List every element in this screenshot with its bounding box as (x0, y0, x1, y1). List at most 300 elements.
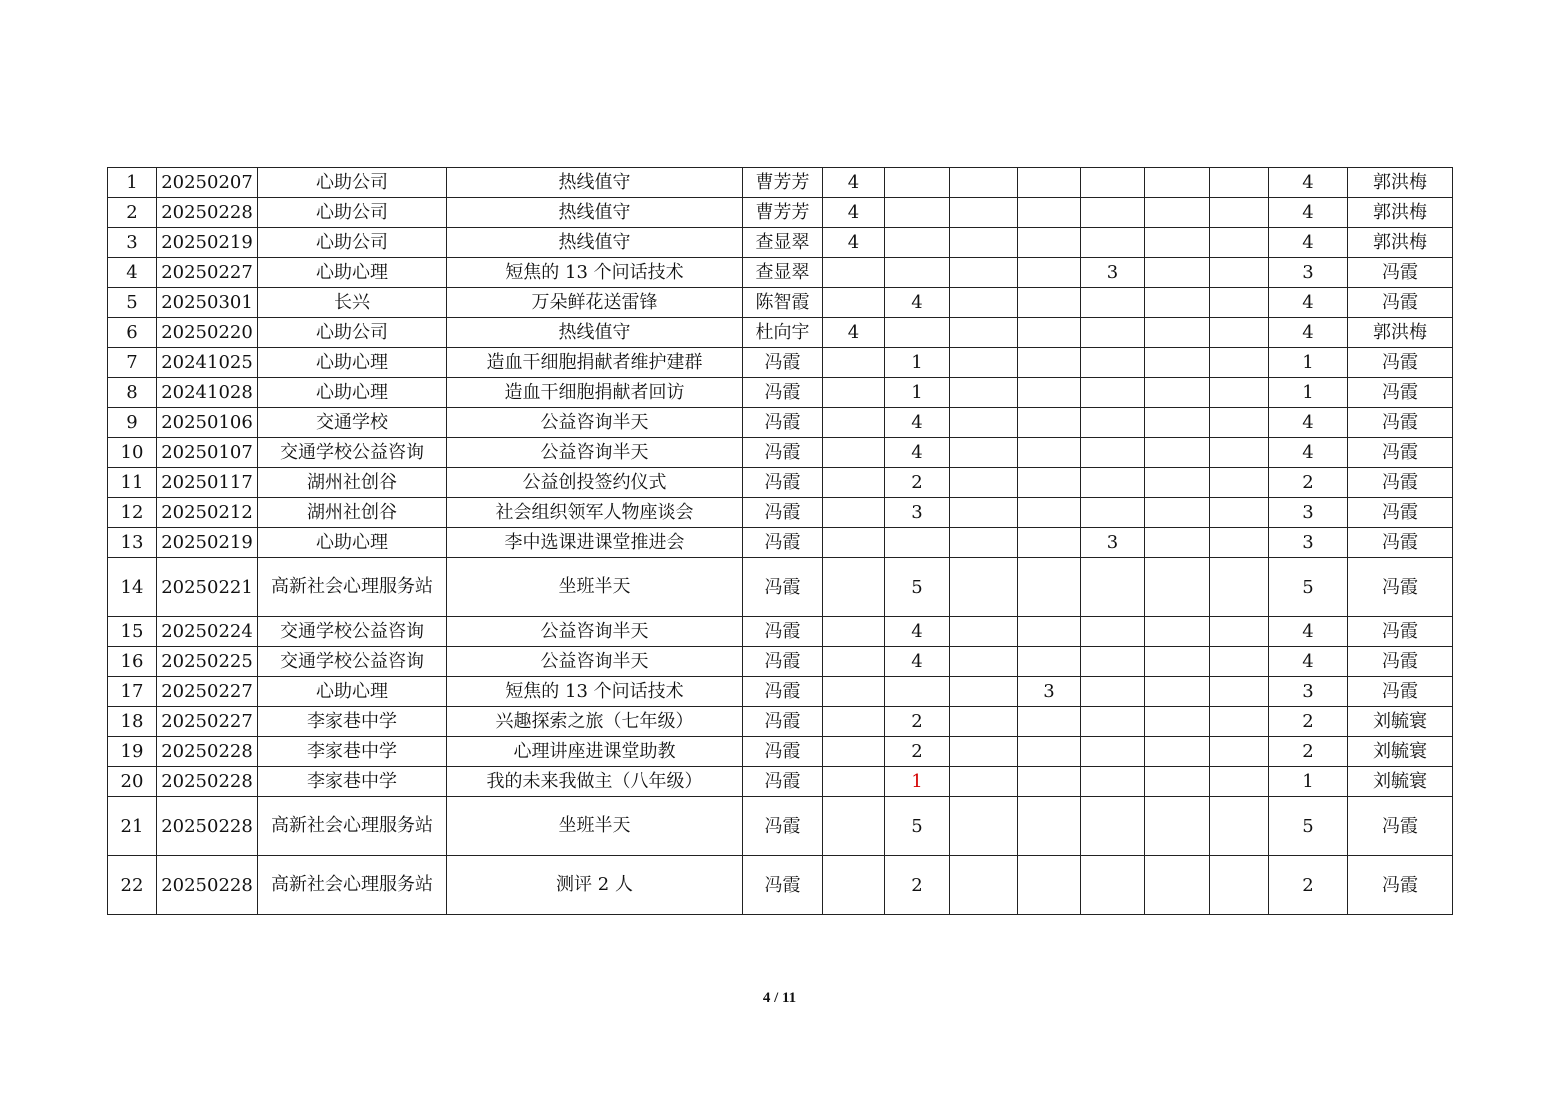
hours-col-7-cell (1210, 198, 1269, 228)
hours-col-6-cell (1145, 468, 1210, 498)
hours-col-4-cell (1018, 856, 1081, 915)
hours-col-1-cell (823, 617, 885, 647)
hours-col-5-cell (1081, 228, 1145, 258)
reviewer-cell: 冯霞 (1348, 528, 1453, 558)
activity-cell: 测评 2 人 (447, 856, 743, 915)
table-row (108, 558, 1453, 617)
total-hours-cell: 3 (1269, 498, 1348, 528)
hours-col-1-cell (823, 348, 885, 378)
hours-col-3-cell (950, 647, 1018, 677)
organization-cell: 心助心理 (258, 348, 447, 378)
volunteer-name-cell: 冯霞 (743, 677, 823, 707)
hours-col-6-cell (1145, 318, 1210, 348)
reviewer-cell: 冯霞 (1348, 348, 1453, 378)
date-cell: 20241028 (157, 378, 258, 408)
volunteer-name-cell: 冯霞 (743, 348, 823, 378)
hours-col-2-cell: 1 (885, 378, 950, 408)
row-number-cell: 6 (108, 318, 157, 348)
reviewer-cell: 郭洪梅 (1348, 168, 1453, 198)
hours-col-5-cell (1081, 797, 1145, 856)
volunteer-name-cell: 冯霞 (743, 707, 823, 737)
volunteer-name-cell: 冯霞 (743, 767, 823, 797)
hours-col-7-cell (1210, 438, 1269, 468)
hours-col-1-cell (823, 468, 885, 498)
table-row (108, 617, 1453, 647)
table-row (108, 228, 1453, 258)
hours-col-7-cell (1210, 767, 1269, 797)
volunteer-name-cell: 冯霞 (743, 797, 823, 856)
hours-col-3-cell (950, 558, 1018, 617)
total-hours-cell: 5 (1269, 797, 1348, 856)
hours-col-2-cell: 1 (885, 348, 950, 378)
activity-cell: 热线值守 (447, 198, 743, 228)
date-cell: 20250107 (157, 438, 258, 468)
table-row (108, 258, 1453, 288)
hours-col-1-cell (823, 767, 885, 797)
row-number-cell: 18 (108, 707, 157, 737)
hours-col-4-cell (1018, 378, 1081, 408)
reviewer-cell: 冯霞 (1348, 288, 1453, 318)
table-row (108, 318, 1453, 348)
hours-col-4-cell (1018, 168, 1081, 198)
date-cell: 20250212 (157, 498, 258, 528)
hours-col-7-cell (1210, 288, 1269, 318)
total-hours-cell: 2 (1269, 856, 1348, 915)
date-cell: 20250219 (157, 228, 258, 258)
volunteer-name-cell: 冯霞 (743, 378, 823, 408)
total-hours-cell: 2 (1269, 707, 1348, 737)
hours-col-6-cell (1145, 677, 1210, 707)
hours-col-7-cell (1210, 378, 1269, 408)
hours-col-3-cell (950, 767, 1018, 797)
table-row (108, 797, 1453, 856)
row-number-cell: 20 (108, 767, 157, 797)
reviewer-cell: 冯霞 (1348, 677, 1453, 707)
hours-col-3-cell (950, 258, 1018, 288)
hours-col-2-cell: 2 (885, 707, 950, 737)
organization-cell: 长兴 (258, 288, 447, 318)
hours-col-5-cell: 3 (1081, 258, 1145, 288)
total-hours-cell: 4 (1269, 438, 1348, 468)
hours-col-6-cell (1145, 498, 1210, 528)
reviewer-cell: 冯霞 (1348, 647, 1453, 677)
date-cell: 20250301 (157, 288, 258, 318)
hours-col-5-cell (1081, 438, 1145, 468)
hours-col-7-cell (1210, 318, 1269, 348)
organization-cell: 心助心理 (258, 378, 447, 408)
hours-col-5-cell: 3 (1081, 528, 1145, 558)
hours-col-2-cell (885, 318, 950, 348)
hours-col-7-cell (1210, 647, 1269, 677)
hours-col-6-cell (1145, 558, 1210, 617)
row-number-cell: 12 (108, 498, 157, 528)
hours-col-6-cell (1145, 617, 1210, 647)
hours-col-2-cell: 5 (885, 558, 950, 617)
hours-col-1-cell (823, 647, 885, 677)
table-row (108, 677, 1453, 707)
hours-col-5-cell (1081, 498, 1145, 528)
hours-col-2-cell: 5 (885, 797, 950, 856)
total-hours-cell: 3 (1269, 677, 1348, 707)
hours-col-2-cell: 4 (885, 288, 950, 318)
volunteer-name-cell: 杜向宇 (743, 318, 823, 348)
total-hours-cell: 5 (1269, 558, 1348, 617)
total-hours-cell: 1 (1269, 348, 1348, 378)
date-cell: 20250220 (157, 318, 258, 348)
activity-cell: 公益咨询半天 (447, 617, 743, 647)
hours-col-6-cell (1145, 438, 1210, 468)
hours-col-1-cell: 4 (823, 168, 885, 198)
hours-col-1-cell: 4 (823, 228, 885, 258)
hours-col-6-cell (1145, 856, 1210, 915)
activity-cell: 坐班半天 (447, 797, 743, 856)
hours-col-2-cell: 4 (885, 438, 950, 468)
hours-col-2-cell (885, 198, 950, 228)
hours-col-3-cell (950, 438, 1018, 468)
total-hours-cell: 4 (1269, 288, 1348, 318)
hours-col-3-cell (950, 288, 1018, 318)
volunteer-name-cell: 陈智霞 (743, 288, 823, 318)
row-number-cell: 14 (108, 558, 157, 617)
activity-cell: 公益咨询半天 (447, 408, 743, 438)
hours-col-1-cell (823, 258, 885, 288)
hours-col-1-cell (823, 558, 885, 617)
hours-col-3-cell (950, 408, 1018, 438)
hours-col-2-cell (885, 528, 950, 558)
table-body (108, 168, 1453, 915)
organization-cell: 心助心理 (258, 528, 447, 558)
date-cell: 20250207 (157, 168, 258, 198)
date-cell: 20250228 (157, 856, 258, 915)
date-cell: 20250227 (157, 258, 258, 288)
activity-cell: 热线值守 (447, 168, 743, 198)
hours-col-4-cell (1018, 408, 1081, 438)
hours-col-3-cell (950, 168, 1018, 198)
organization-cell: 高新社会心理服务站 (258, 558, 447, 617)
reviewer-cell: 冯霞 (1348, 856, 1453, 915)
table-row (108, 288, 1453, 318)
hours-col-7-cell (1210, 707, 1269, 737)
organization-cell: 心助心理 (258, 677, 447, 707)
hours-col-5-cell (1081, 198, 1145, 228)
hours-col-1-cell: 4 (823, 318, 885, 348)
hours-col-5-cell (1081, 468, 1145, 498)
hours-col-7-cell (1210, 168, 1269, 198)
hours-col-5-cell (1081, 707, 1145, 737)
activity-cell: 我的未来我做主（八年级） (447, 767, 743, 797)
date-cell: 20250228 (157, 737, 258, 767)
volunteer-name-cell: 冯霞 (743, 408, 823, 438)
activity-cell: 造血干细胞捐献者回访 (447, 378, 743, 408)
volunteer-hours-table (107, 167, 1453, 915)
reviewer-cell: 冯霞 (1348, 498, 1453, 528)
total-hours-cell: 3 (1269, 528, 1348, 558)
hours-col-3-cell (950, 378, 1018, 408)
hours-col-3-cell (950, 498, 1018, 528)
activity-cell: 热线值守 (447, 318, 743, 348)
hours-col-4-cell (1018, 258, 1081, 288)
hours-col-1-cell (823, 288, 885, 318)
volunteer-name-cell: 冯霞 (743, 558, 823, 617)
activity-cell: 社会组织领军人物座谈会 (447, 498, 743, 528)
hours-col-4-cell (1018, 348, 1081, 378)
reviewer-cell: 刘毓寰 (1348, 767, 1453, 797)
activity-cell: 坐班半天 (447, 558, 743, 617)
volunteer-name-cell: 冯霞 (743, 528, 823, 558)
hours-col-3-cell (950, 677, 1018, 707)
total-hours-cell: 1 (1269, 378, 1348, 408)
table-row (108, 707, 1453, 737)
hours-col-3-cell (950, 528, 1018, 558)
hours-col-6-cell (1145, 198, 1210, 228)
organization-cell: 交通学校公益咨询 (258, 647, 447, 677)
volunteer-name-cell: 冯霞 (743, 856, 823, 915)
total-hours-cell: 4 (1269, 408, 1348, 438)
activity-cell: 心理讲座进课堂助教 (447, 737, 743, 767)
hours-col-7-cell (1210, 228, 1269, 258)
hours-col-2-cell (885, 228, 950, 258)
organization-cell: 交通学校 (258, 408, 447, 438)
hours-col-4-cell (1018, 198, 1081, 228)
row-number-cell: 3 (108, 228, 157, 258)
hours-col-2-cell (885, 258, 950, 288)
volunteer-name-cell: 冯霞 (743, 647, 823, 677)
hours-col-3-cell (950, 348, 1018, 378)
hours-col-7-cell (1210, 677, 1269, 707)
row-number-cell: 17 (108, 677, 157, 707)
hours-col-7-cell (1210, 797, 1269, 856)
hours-col-4-cell (1018, 558, 1081, 617)
table-row (108, 856, 1453, 915)
reviewer-cell: 郭洪梅 (1348, 198, 1453, 228)
hours-col-2-cell: 2 (885, 856, 950, 915)
hours-col-6-cell (1145, 288, 1210, 318)
hours-col-6-cell (1145, 348, 1210, 378)
hours-col-1-cell (823, 677, 885, 707)
table-row (108, 647, 1453, 677)
hours-col-6-cell (1145, 258, 1210, 288)
hours-col-6-cell (1145, 707, 1210, 737)
row-number-cell: 16 (108, 647, 157, 677)
total-hours-cell: 4 (1269, 168, 1348, 198)
hours-col-6-cell (1145, 168, 1210, 198)
hours-col-2-cell: 4 (885, 617, 950, 647)
hours-col-4-cell (1018, 647, 1081, 677)
hours-col-7-cell (1210, 498, 1269, 528)
reviewer-cell: 冯霞 (1348, 797, 1453, 856)
hours-col-7-cell (1210, 468, 1269, 498)
hours-col-6-cell (1145, 528, 1210, 558)
table-row (108, 378, 1453, 408)
hours-col-2-cell (885, 677, 950, 707)
hours-col-7-cell (1210, 408, 1269, 438)
activity-cell: 热线值守 (447, 228, 743, 258)
hours-col-7-cell (1210, 856, 1269, 915)
activity-cell: 短焦的 13 个问话技术 (447, 258, 743, 288)
hours-col-1-cell (823, 438, 885, 468)
hours-col-6-cell (1145, 737, 1210, 767)
table-row (108, 408, 1453, 438)
hours-col-7-cell (1210, 617, 1269, 647)
organization-cell: 高新社会心理服务站 (258, 856, 447, 915)
organization-cell: 李家巷中学 (258, 737, 447, 767)
organization-cell: 心助公司 (258, 228, 447, 258)
row-number-cell: 9 (108, 408, 157, 438)
hours-col-7-cell (1210, 737, 1269, 767)
hours-col-2-cell: 1 (885, 767, 950, 797)
total-hours-cell: 3 (1269, 258, 1348, 288)
date-cell: 20250117 (157, 468, 258, 498)
reviewer-cell: 冯霞 (1348, 468, 1453, 498)
hours-col-6-cell (1145, 797, 1210, 856)
row-number-cell: 1 (108, 168, 157, 198)
activity-cell: 公益咨询半天 (447, 438, 743, 468)
reviewer-cell: 冯霞 (1348, 258, 1453, 288)
hours-col-3-cell (950, 318, 1018, 348)
table-row (108, 168, 1453, 198)
row-number-cell: 11 (108, 468, 157, 498)
hours-col-6-cell (1145, 228, 1210, 258)
hours-col-3-cell (950, 797, 1018, 856)
hours-col-2-cell: 3 (885, 498, 950, 528)
hours-col-1-cell (823, 408, 885, 438)
hours-col-5-cell (1081, 168, 1145, 198)
reviewer-cell: 冯霞 (1348, 558, 1453, 617)
row-number-cell: 15 (108, 617, 157, 647)
organization-cell: 心助公司 (258, 168, 447, 198)
reviewer-cell: 冯霞 (1348, 408, 1453, 438)
hours-col-5-cell (1081, 767, 1145, 797)
organization-cell: 心助公司 (258, 198, 447, 228)
reviewer-cell: 郭洪梅 (1348, 228, 1453, 258)
hours-col-2-cell: 4 (885, 647, 950, 677)
date-cell: 20250227 (157, 707, 258, 737)
volunteer-name-cell: 冯霞 (743, 438, 823, 468)
total-hours-cell: 4 (1269, 318, 1348, 348)
volunteer-name-cell: 冯霞 (743, 498, 823, 528)
row-number-cell: 13 (108, 528, 157, 558)
organization-cell: 李家巷中学 (258, 767, 447, 797)
reviewer-cell: 郭洪梅 (1348, 318, 1453, 348)
date-cell: 20250228 (157, 767, 258, 797)
hours-col-1-cell (823, 707, 885, 737)
page-number: 4 / 11 (762, 990, 797, 1006)
hours-col-6-cell (1145, 378, 1210, 408)
row-number-cell: 5 (108, 288, 157, 318)
total-hours-cell: 2 (1269, 737, 1348, 767)
hours-col-4-cell (1018, 528, 1081, 558)
hours-col-5-cell (1081, 677, 1145, 707)
row-number-cell: 19 (108, 737, 157, 767)
hours-col-5-cell (1081, 647, 1145, 677)
hours-col-3-cell (950, 198, 1018, 228)
table-row (108, 198, 1453, 228)
hours-col-4-cell (1018, 707, 1081, 737)
reviewer-cell: 冯霞 (1348, 617, 1453, 647)
hours-col-3-cell (950, 228, 1018, 258)
hours-col-4-cell (1018, 288, 1081, 318)
hours-col-4-cell (1018, 737, 1081, 767)
table-row (108, 528, 1453, 558)
activity-cell: 短焦的 13 个问话技术 (447, 677, 743, 707)
hours-col-2-cell (885, 168, 950, 198)
organization-cell: 李家巷中学 (258, 707, 447, 737)
hours-col-7-cell (1210, 348, 1269, 378)
activity-cell: 兴趣探索之旅（七年级） (447, 707, 743, 737)
volunteer-name-cell: 曹芳芳 (743, 198, 823, 228)
hours-col-6-cell (1145, 408, 1210, 438)
row-number-cell: 7 (108, 348, 157, 378)
hours-col-2-cell: 2 (885, 468, 950, 498)
organization-cell: 心助公司 (258, 318, 447, 348)
row-number-cell: 10 (108, 438, 157, 468)
date-cell: 20250227 (157, 677, 258, 707)
hours-col-5-cell (1081, 617, 1145, 647)
hours-col-4-cell (1018, 767, 1081, 797)
date-cell: 20241025 (157, 348, 258, 378)
volunteer-name-cell: 冯霞 (743, 468, 823, 498)
hours-col-4-cell (1018, 318, 1081, 348)
activity-cell: 李中选课进课堂推进会 (447, 528, 743, 558)
hours-col-6-cell (1145, 647, 1210, 677)
hours-col-4-cell (1018, 617, 1081, 647)
row-number-cell: 22 (108, 856, 157, 915)
hours-col-5-cell (1081, 348, 1145, 378)
organization-cell: 交通学校公益咨询 (258, 438, 447, 468)
hours-col-5-cell (1081, 318, 1145, 348)
total-hours-cell: 4 (1269, 228, 1348, 258)
hours-col-1-cell (823, 498, 885, 528)
organization-cell: 湖州社创谷 (258, 498, 447, 528)
table-row (108, 737, 1453, 767)
hours-col-4-cell (1018, 498, 1081, 528)
reviewer-cell: 冯霞 (1348, 378, 1453, 408)
hours-col-5-cell (1081, 856, 1145, 915)
row-number-cell: 8 (108, 378, 157, 408)
hours-col-4-cell (1018, 797, 1081, 856)
hours-col-3-cell (950, 707, 1018, 737)
organization-cell: 交通学校公益咨询 (258, 617, 447, 647)
total-hours-cell: 2 (1269, 468, 1348, 498)
hours-col-7-cell (1210, 258, 1269, 288)
hours-col-5-cell (1081, 378, 1145, 408)
hours-col-4-cell (1018, 438, 1081, 468)
hours-col-3-cell (950, 856, 1018, 915)
hours-col-5-cell (1081, 408, 1145, 438)
date-cell: 20250106 (157, 408, 258, 438)
total-hours-cell: 1 (1269, 767, 1348, 797)
organization-cell: 湖州社创谷 (258, 468, 447, 498)
table-row (108, 438, 1453, 468)
table-row (108, 348, 1453, 378)
activity-cell: 公益咨询半天 (447, 647, 743, 677)
hours-col-4-cell (1018, 468, 1081, 498)
reviewer-cell: 刘毓寰 (1348, 707, 1453, 737)
volunteer-name-cell: 冯霞 (743, 617, 823, 647)
volunteer-name-cell: 查显翠 (743, 228, 823, 258)
hours-col-2-cell: 2 (885, 737, 950, 767)
volunteer-name-cell: 曹芳芳 (743, 168, 823, 198)
hours-col-1-cell (823, 378, 885, 408)
total-hours-cell: 4 (1269, 647, 1348, 677)
hours-col-1-cell (823, 856, 885, 915)
row-number-cell: 4 (108, 258, 157, 288)
row-number-cell: 2 (108, 198, 157, 228)
volunteer-name-cell: 查显翠 (743, 258, 823, 288)
total-hours-cell: 4 (1269, 617, 1348, 647)
hours-col-7-cell (1210, 558, 1269, 617)
date-cell: 20250219 (157, 528, 258, 558)
